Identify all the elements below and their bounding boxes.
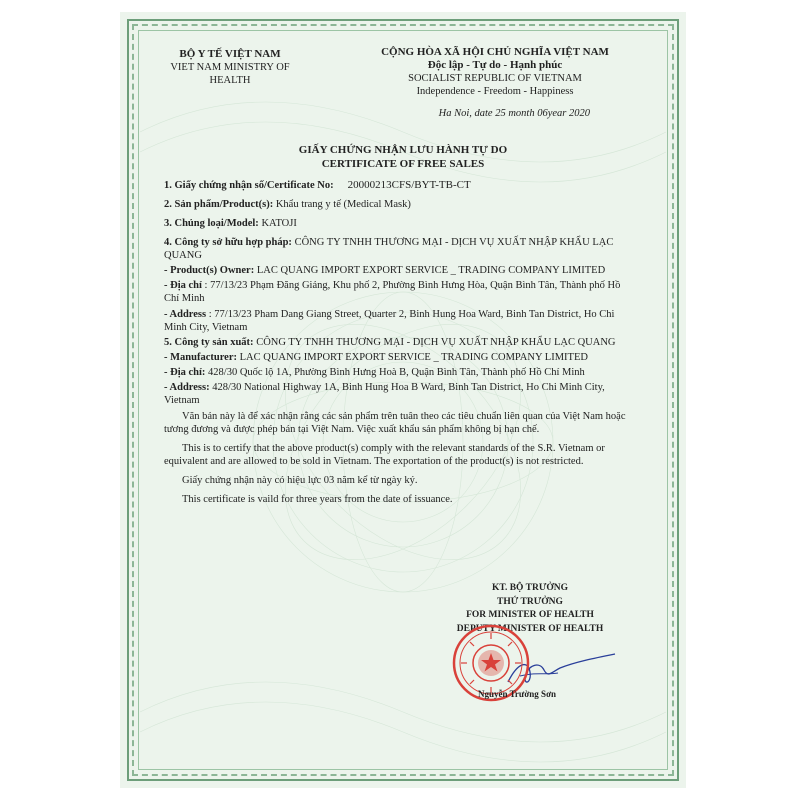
model-label: 3. Chủng loại/Model: <box>164 218 259 229</box>
manufacturer-address-en-row <box>164 381 636 407</box>
certify-statement-vi: Văn bản này là để xác nhận rằng các sản phẩm trên tuân theo các tiêu chuẩn liên quan của Việt Nam hoặc tương đương và được phép bán tại Việt Nam. Việc xuất khẩu sản phẩm không bị hạn chế. <box>164 410 626 435</box>
certificate-number-label: 1. Giấy chứng nhận số/Certificate No: <box>164 180 334 191</box>
owner-address-en-row <box>164 308 636 334</box>
owner-address-vi-row <box>164 279 636 305</box>
owner-vi-label: 4. Công ty sở hữu hợp pháp: <box>164 237 292 248</box>
republic-name-en: SOCIALIST REPUBLIC OF VIETNAM <box>408 73 582 84</box>
manufacturer-vi-row <box>164 336 636 349</box>
republic-name-vi: CỘNG HÒA XÃ HỘI CHỦ NGHĨA VIỆT NAM <box>381 46 609 58</box>
product-label: 2. Sản phẩm/Product(s): <box>164 199 274 210</box>
signature-title-2: THỨ TRƯỞNG <box>497 596 563 607</box>
title-vi: GIẤY CHỨNG NHẬN LƯU HÀNH TỰ DO <box>298 144 508 156</box>
signature-title-1: KT. BỘ TRƯỞNG <box>491 583 569 593</box>
manufacturer-address-vi-value: 428/30 Quốc lộ 1A, Phường Bình Hưng Hoà B, Quận Bình Tân, Thành phố Hồ Chí Minh <box>205 367 585 379</box>
owner-address-en-label: - Address <box>164 308 207 320</box>
product-row <box>164 198 636 211</box>
owner-en-row <box>164 264 636 277</box>
validity-statement-vi: Giấy chứng nhận này có hiệu lực 03 năm kể từ ngày ký. <box>182 474 418 486</box>
owner-address-en-value: : 77/13/23 Pham Dang Giang Street, Quarter 2, Binh Hung Hoa Ward, Binh Tan District, Ho Chi Minh City, Vietnam <box>164 308 615 333</box>
motto-vi: Độc lập - Tự do - Hạnh phúc <box>427 59 563 71</box>
republic-header <box>330 46 660 98</box>
validity-statement-en: This certificate is vaild for three years from the date of issuance. <box>182 493 453 505</box>
owner-vi-row <box>164 236 636 262</box>
owner-address-vi-value: : 77/13/23 Phạm Đăng Giảng, Khu phố 2, Phường Bình Hưng Hòa, Quận Bình Tân, Thành phố Hồ Chí Minh <box>164 280 621 305</box>
manufacturer-address-vi-row <box>164 366 636 379</box>
issue-date: Ha Noi, date 25 month 06year 2020 <box>438 108 590 119</box>
manufacturer-en-row <box>164 351 636 364</box>
title-en: CERTIFICATE OF FREE SALES <box>321 158 485 170</box>
certify-statement-en: This is to certify that the above product(s) comply with the relevant standards of the S.R. Vietnam or equivalent and are allowed to be sold in Vietnam. The exportation of the product(s) is not restricted. <box>164 442 605 467</box>
signature-title-4: DEPUTY MINISTER OF HEALTH <box>456 623 604 634</box>
owner-en-value: LAC QUANG IMPORT EXPORT SERVICE _ TRADING COMPANY LIMITED <box>254 265 606 277</box>
manufacturer-address-en-value: 428/30 National Highway 1A, Binh Hung Hoa B Ward, Binh Tan District, Ho Chi Minh City, Vietnam <box>164 382 605 407</box>
certificate-number-row <box>164 179 636 192</box>
manufacturer-vi-label: 5. Công ty sản xuất: <box>164 336 254 348</box>
owner-address-vi-label: - Địa chỉ <box>164 280 202 292</box>
signatory-name: Nguyễn Trường Sơn <box>478 689 557 699</box>
certificate-body <box>164 179 636 508</box>
ministry-name-en-line2: HEALTH <box>209 75 251 86</box>
signature-title-3: FOR MINISTER OF HEALTH <box>466 610 594 620</box>
motto-en: Independence - Freedom - Happiness <box>416 86 574 97</box>
manufacturer-en-label: - Manufacturer: <box>164 351 237 363</box>
manufacturer-address-vi-label: - Địa chỉ: <box>164 367 206 379</box>
certificate-number-value: 20000213CFS/BYT-TB-CT <box>347 179 471 191</box>
manufacturer-address-en-label: - Address: <box>164 382 210 394</box>
manufacturer-vi-value: CÔNG TY TNHH THƯƠNG MẠI - DỊCH VỤ XUẤT NHẬP KHẨU LẠC QUANG <box>253 336 616 348</box>
model-value: KATOJI <box>258 218 297 229</box>
owner-en-label: - Product(s) Owner: <box>164 265 255 277</box>
ministry-name-vi: BỘ Y TẾ VIỆT NAM <box>179 48 281 60</box>
ministry-header <box>150 48 310 87</box>
certificate-page <box>120 12 686 788</box>
model-row <box>164 217 636 230</box>
manufacturer-en-value: LAC QUANG IMPORT EXPORT SERVICE _ TRADING COMPANY LIMITED <box>237 351 588 363</box>
owner-vi-value: CÔNG TY TNHH THƯƠNG MẠI - DỊCH VỤ XUẤT NHẬP KHẨU LẠC QUANG <box>164 237 614 261</box>
ministry-name-en-line1: VIET NAM MINISTRY OF <box>170 62 290 73</box>
product-value: Khẩu trang y tế (Medical Mask) <box>273 199 411 210</box>
